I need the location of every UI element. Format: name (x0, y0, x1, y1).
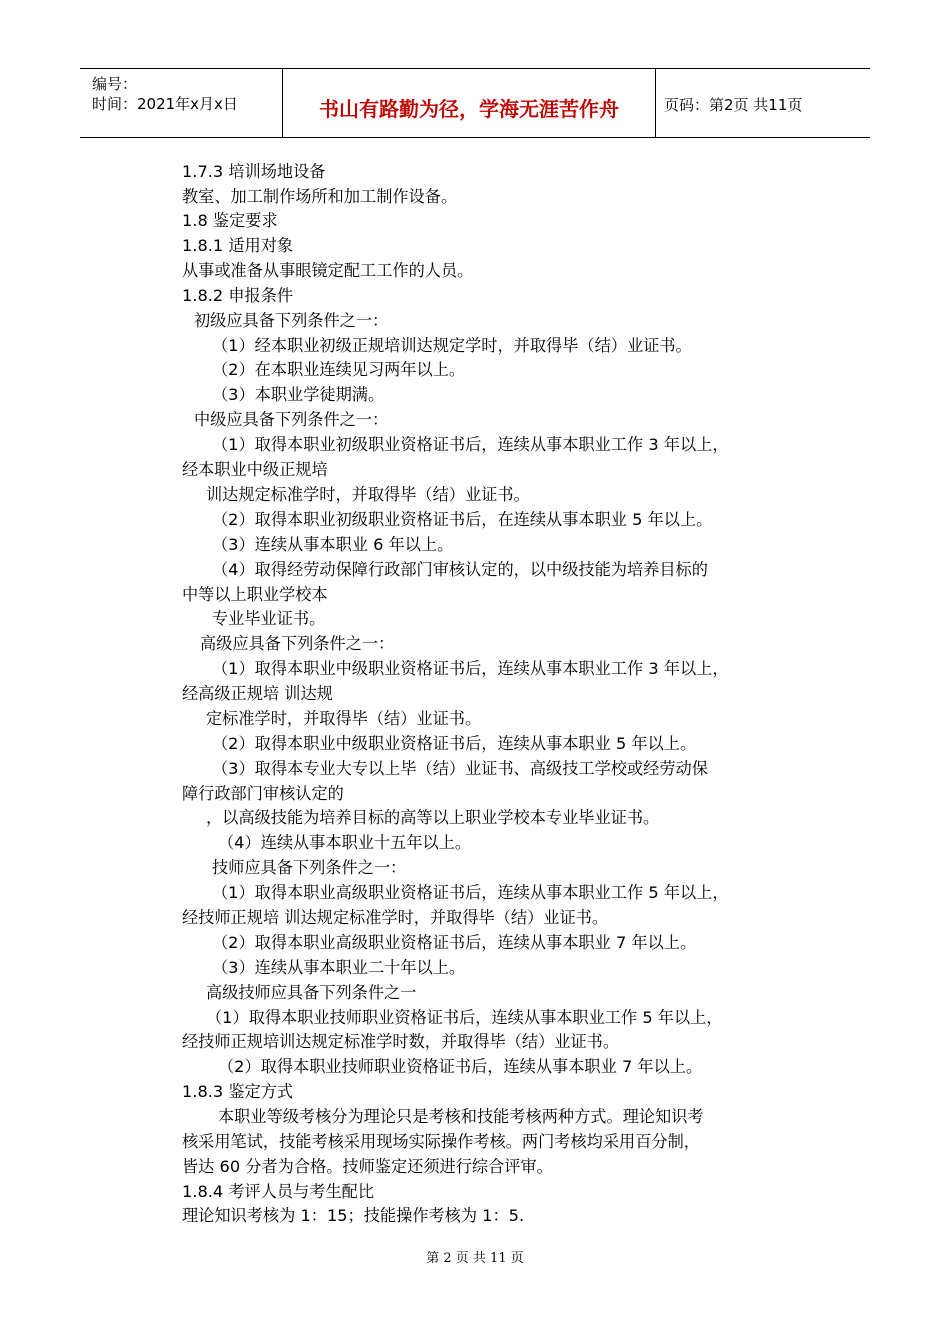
list-item: （2）取得本职业高级职业资格证书后，连续从事本职业 7 年以上。 (212, 933, 697, 952)
paragraph-continued: 皆达 60 分者为合格。技师鉴定还须进行综合评审。 (182, 1157, 553, 1176)
heading-1-8-3: 1.8.3 鉴定方式 (182, 1082, 294, 1101)
list-item-continued: 经高级正规培 训达规 (182, 684, 333, 703)
list-item: （1）取得本职业中级职业资格证书后，连续从事本职业工作 3 年以上， (212, 659, 729, 678)
serial-label: 编号： (92, 75, 138, 93)
paragraph: 教室、加工制作场所和加工制作设备。 (182, 187, 458, 206)
list-item-continued: 经技师正规培 训达规定标准学时，并取得毕（结）业证书。 (182, 908, 609, 927)
list-item: （1）取得本职业高级职业资格证书后，连续从事本职业工作 5 年以上， (212, 883, 729, 902)
paragraph: 本职业等级考核分为理论只是考核和技能考核两种方式。理论知识考 (218, 1107, 704, 1126)
list-item: （2）取得本职业初级职业资格证书后，在连续从事本职业 5 年以上。 (212, 510, 713, 529)
list-item-continued: 定标准学时，并取得毕（结）业证书。 (206, 709, 482, 728)
paragraph: 高级技师应具备下列条件之一 (206, 983, 417, 1002)
motto: 书山有路勤为径，学海无涯苦作舟 (319, 97, 619, 121)
heading-1-8-4: 1.8.4 考评人员与考生配比 (182, 1182, 375, 1201)
list-item-continued: 经技师正规培训达规定标准学时数，并取得毕（结）业证书。 (182, 1032, 620, 1051)
list-item: （3）连续从事本职业 6 年以上。 (212, 535, 454, 554)
header-motto-cell (282, 69, 656, 137)
list-item: （4）取得经劳动保障行政部门审核认定的，以中级技能为培养目标的 (212, 560, 708, 579)
list-item-continued: 经本职业中级正规培 (182, 460, 328, 479)
paragraph: 高级应具备下列条件之一： (200, 634, 395, 653)
paragraph: 从事或准备从事眼镜定配工工作的人员。 (182, 261, 474, 280)
list-item: （1）取得本职业技师职业资格证书后，连续从事本职业工作 5 年以上， (206, 1008, 723, 1027)
paragraph: 初级应具备下列条件之一： (194, 311, 389, 330)
list-item: （2）取得本职业技师职业资格证书后，连续从事本职业 7 年以上。 (218, 1057, 703, 1076)
list-item: （1）经本职业初级正规培训达规定学时，并取得毕（结）业证书。 (212, 336, 692, 355)
list-item-continued: 中等以上职业学校本 (182, 585, 328, 604)
list-item: （2）取得本职业中级职业资格证书后，连续从事本职业 5 年以上。 (212, 734, 697, 753)
list-item: （1）取得本职业初级职业资格证书后，连续从事本职业工作 3 年以上， (212, 435, 729, 454)
list-item: （3）取得本专业大专以上毕（结）业证书、高级技工学校或经劳动保 (212, 759, 708, 778)
paragraph: 理论知识考核为 1：15；技能操作考核为 1：5. (182, 1206, 525, 1225)
header-meta-cell (80, 69, 282, 137)
list-item-continued: 训达规定标准学时，并取得毕（结）业证书。 (206, 485, 530, 504)
paragraph-continued: 核采用笔试，技能考核采用现场实际操作考核。两门考核均采用百分制， (182, 1132, 700, 1151)
header-page-cell (654, 69, 870, 137)
list-item: （3）连续从事本职业二十年以上。 (212, 958, 466, 977)
heading-1-7-3: 1.7.3 培训场地设备 (182, 162, 326, 181)
list-item-continued: 障行政部门审核认定的 (182, 784, 344, 803)
list-item: （4）连续从事本职业十五年以上。 (218, 833, 472, 852)
page-info: 页码：第2页 共11页 (664, 96, 803, 114)
list-item: （3）本职业学徒期满。 (212, 385, 385, 404)
page-footer: 第 2 页 共 11 页 (426, 1251, 524, 1266)
heading-1-8-2: 1.8.2 申报条件 (182, 286, 294, 305)
paragraph: 中级应具备下列条件之一： (194, 410, 389, 429)
date-label: 时间：2021年x月x日 (92, 95, 238, 113)
list-item-continued: ，以高级技能为培养目标的高等以上职业学校本专业毕业证书。 (206, 808, 660, 827)
heading-1-8-1: 1.8.1 适用对象 (182, 236, 294, 255)
paragraph: 技师应具备下列条件之一： (212, 858, 407, 877)
list-item: （2）在本职业连续见习两年以上。 (212, 360, 466, 379)
list-item-continued: 专业毕业证书。 (212, 609, 326, 628)
heading-1-8: 1.8 鉴定要求 (182, 211, 278, 230)
page-header (80, 68, 870, 138)
